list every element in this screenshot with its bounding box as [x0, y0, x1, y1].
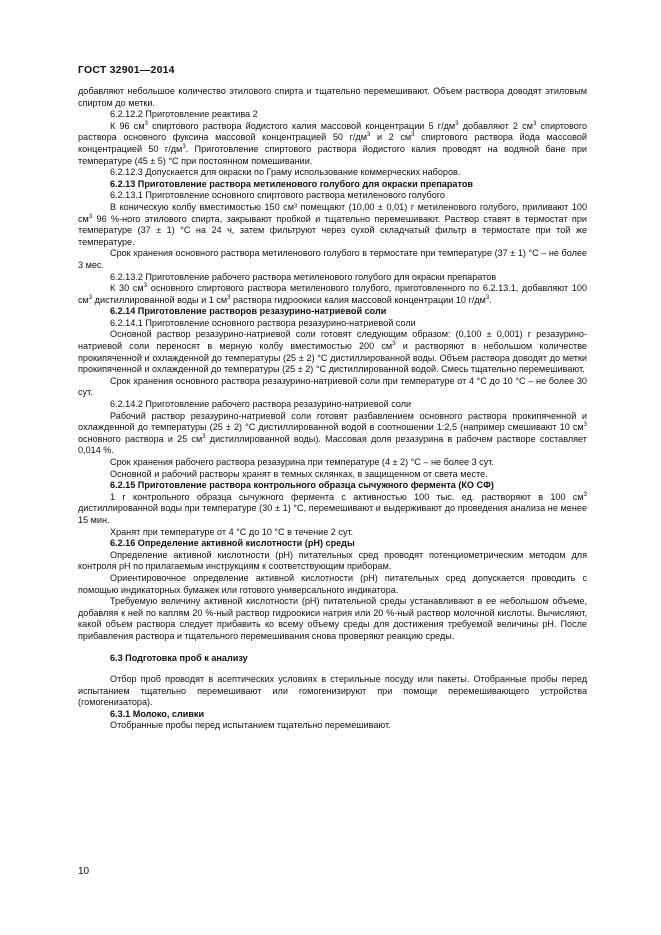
document-body: [78, 86, 587, 732]
paragraph: 6.2.13.1 Приготовление основного спиртового раствора метиленового голубого: [110, 190, 445, 201]
paragraph: Срок хранения основного раствора резазурино-натриевой соли при температуре от 4 °С до 10 °С – не более 30 сут.: [78, 375, 587, 398]
document-header: ГОСТ 32901—2014: [78, 64, 175, 76]
page-number: 10: [78, 866, 90, 877]
paragraph: К 30 $см^3$ основного спиртового раствора метиленового голубого, приготовленного по 6.2.13.1, добавляют 100 $см^3$ дистиллированной воды и 1 $см^3$ раствора гидроокиси калия массовой концентрации 10 $г/дм^3$.: [78, 283, 587, 305]
paragraph: К 96 $см^3$ спиртового раствора йодистого калия массовой концентрации 5 $г/дм^3$ добавляют 2 $см^3$ спиртового раствора основного фуксина массовой концентрацией 50 $г/дм^3$ и 2 $см^3$ спиртового раствора йода массовой концентрацией 50 $г/дм^3$. Приготовление спиртового раствора йодистого калия проводят на водяной бане при температуре (45 ± 5) °С при постоянном помешивании.: [78, 120, 587, 166]
paragraph: Основной и рабочий растворы хранят в темных склянках, в защищенном от света месте.: [110, 468, 488, 479]
paragraph: добавляют небольшое количество этилового спирта и тщательно перемешивают. Объем раствора доводят этиловым спиртом до метки.: [78, 86, 587, 108]
paragraph: Определение активной кислотности (pH) питательных сред проводят потенциометрическим методом для контроля pH по прилагаемым инструкциям к соответствующим приборам.: [78, 549, 587, 572]
paragraph: 6.2.14.1 Приготовление основного раствора резазурино-натриевой соли: [110, 317, 416, 328]
section-heading: 6.2.13 Приготовление раствора метиленового голубого для окраски препаратов: [110, 178, 473, 189]
paragraph: 1 г контрольного образца сычужного фермента с активностью 100 тыс. ед. растворяют в 100 $см^3$ дистиллированной воды при температуре (30 ± 1) °С, перемешивают и выдерживают до проведения анализа не менее 15 мин.: [78, 491, 587, 525]
paragraph: В коническую колбу вместимостью 150 см³ помещают (10,00 ± 0,01) г метиленового голубого, приливают 100 $см^3$ 96 %-ного этилового спирта, закрывают пробкой и тщательно перемешивают. Раствор ставят в термостат при температуре (37 ± 1) °С на 24 ч, затем фильтруют через сухой складчатый фильтр в термостате при той же температуре.: [78, 201, 587, 247]
section-heading: 6.3.1 Молоко, сливки: [110, 708, 205, 719]
section-heading: 6.3 Подготовка проб к анализу: [110, 652, 248, 663]
paragraph: Отбор проб проводят в асептических условиях в стерильные посуду или пакеты. Отобранные пробы перед испытанием тщательно перемешивают или гомогенизируют при помощи перемешивающего устройства (гомогенизатора).: [78, 674, 587, 708]
section-heading: 6.2.14 Приготовление растворов резазурино-натриевой соли: [110, 306, 387, 317]
section-heading: 6.2.16 Определение активной кислотности (pH) среды: [110, 538, 355, 549]
paragraph: Хранят при температуре от 4 °С до 10 °С в течение 2 сут.: [110, 526, 354, 537]
paragraph: Требуемую величину активной кислотности (pH) питательной среды устанавливают в ее небольшом объеме, добавляя к ней по каплям 20 %-ный раствор гидроокиси натрия или 20 %-ный раствор молочной кислоты. Вычисляют, какой объем раствора следует прибавить ко всему объему среды для достижения требуемой величины pH. После прибавления раствора и тщательного перемешивания снова проверяют реакцию среды.: [78, 596, 587, 641]
paragraph: 6.2.14.2 Приготовление рабочего раствора резазурино-натриевой соли: [110, 399, 412, 410]
paragraph: 6.2.13.2 Приготовление рабочего раствора метиленового голубого для окраски препаратов: [110, 271, 497, 282]
paragraph: Срок хранения рабочего раствора резазурина при температуре (4 ± 2) °С – не более 3 сут.: [110, 457, 494, 467]
paragraph: Основной раствор резазурино-натриевой соли готовят следующим образом: (0,100 ± 0,001) г резазурино-натриевой соли переносят в мерную колбу вместимостью 200 $см^3$ и растворяют в небольшом количестве прокипяченной и охлажденной до температуры (25 ± 2) °С дистиллированной воды. Объем раствора доводят до метки прокипяченной и охлажденной до температуры (25 ± 2) °С дистиллированной водой. Смесь тщательно перемешивают.: [78, 329, 587, 375]
section-heading: 6.2.15 Приготовление раствора контрольного образца сычужного фермента (КО СФ): [110, 480, 494, 491]
paragraph: Ориентировочное определение активной кислотности (pH) питательных сред допускается проводить с помощью индикаторных бумажек или готового универсального индикатора.: [78, 572, 587, 595]
paragraph: Рабочий раствор резазурино-натриевой соли готовят разбавлением основного раствора прокипяченной и охлажденной до температуры (25 ± 2) °С дистиллированной водой в соотношении 1:2,5 (например смешивают 10 $см^3$ основного раствора и 25 $см^3$ дистиллированной воды). Массовая доля резазурина в рабочем растворе составляет 0,014 %.: [78, 410, 587, 456]
paragraph: 6.2.12.3 Допускается для окраски по Граму использование коммерческих наборов.: [110, 167, 461, 178]
paragraph: Срок хранения основного раствора метиленового голубого в термостате при температуре (37 ± 1) °С – не более 3 мес.: [78, 248, 587, 270]
paragraph: Отобранные пробы перед испытанием тщательно перемешивают.: [110, 720, 391, 731]
paragraph: 6.2.12.2 Приготовление реактива 2: [110, 109, 258, 120]
